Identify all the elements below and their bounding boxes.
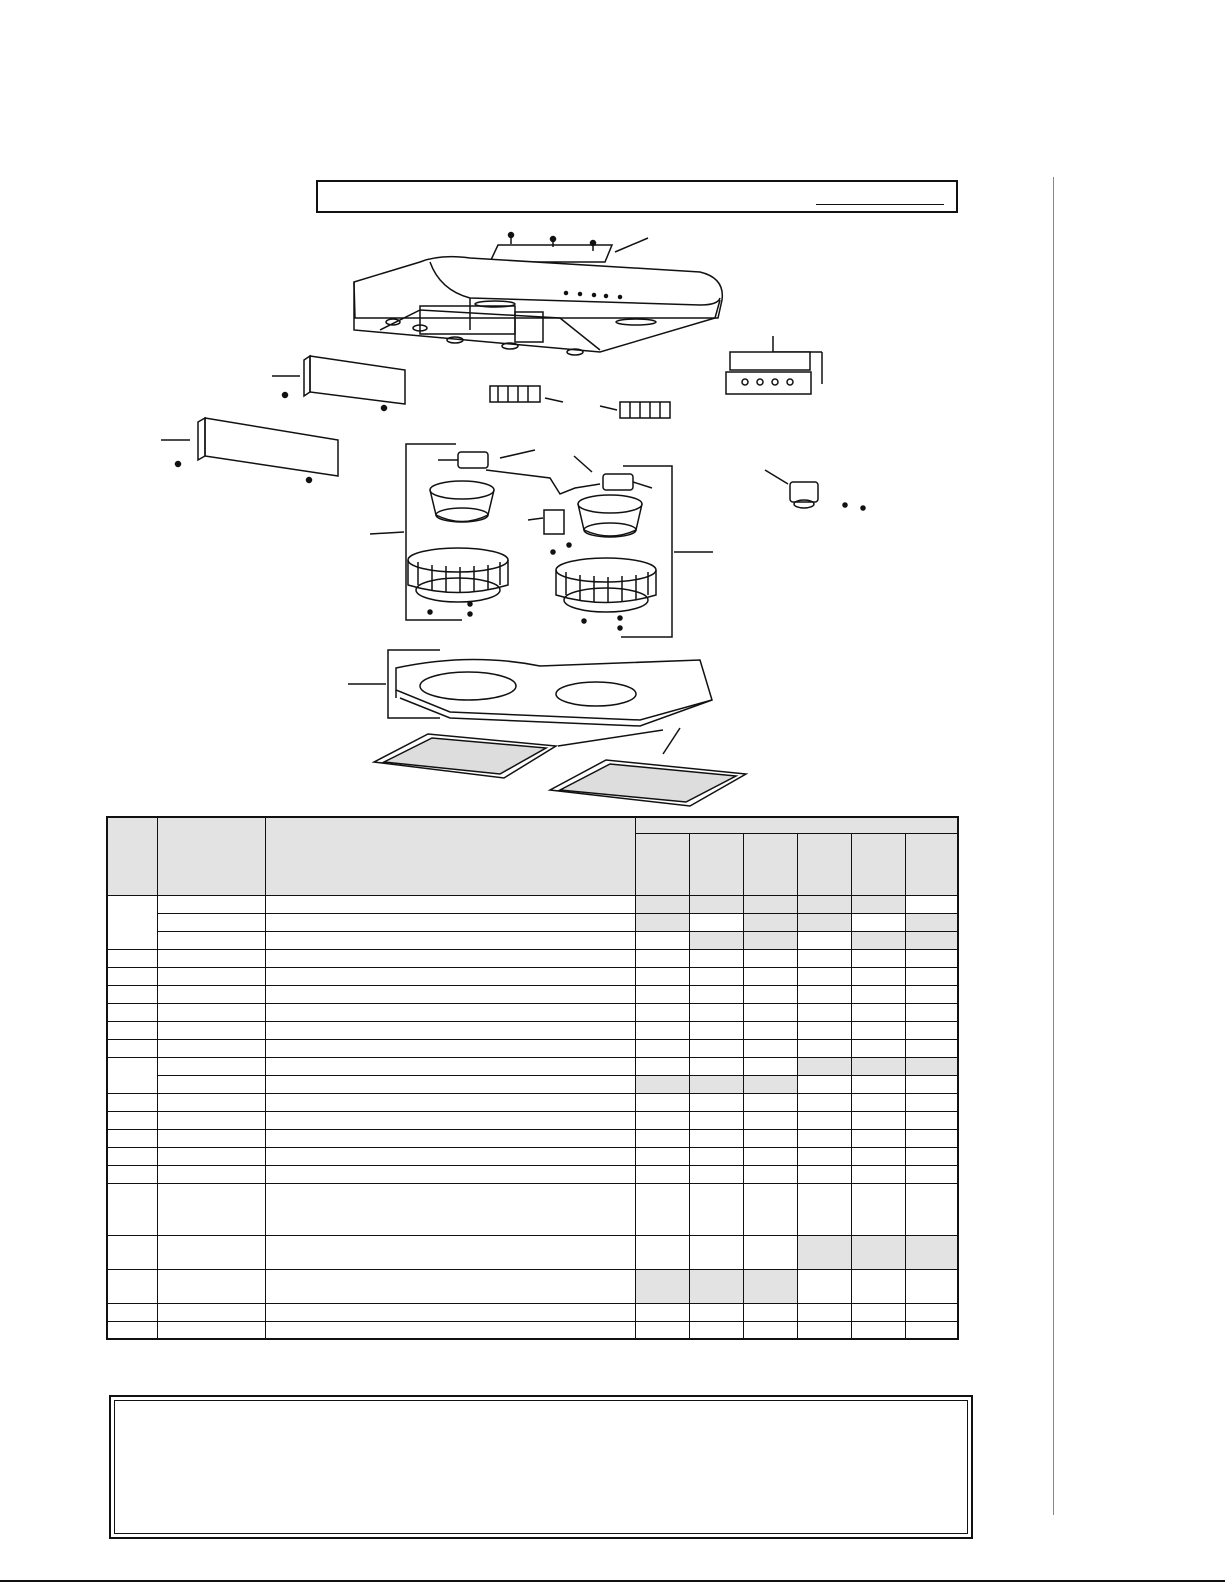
cell-model-availability [689, 1147, 743, 1165]
table-row [107, 1057, 958, 1075]
cell-model-availability [743, 1269, 797, 1303]
table-row [107, 895, 958, 913]
cell-model-availability [635, 1269, 689, 1303]
table-row [107, 1003, 958, 1021]
table-row [107, 967, 958, 985]
cell-model-availability [797, 895, 851, 913]
parts-table [106, 816, 959, 1340]
cell-model-availability [635, 1303, 689, 1321]
cell-description [265, 1147, 635, 1165]
cell-part-no [157, 1321, 265, 1339]
cell-model-availability [635, 967, 689, 985]
cell-ref-no [107, 1003, 157, 1021]
right-margin-rule [1053, 177, 1054, 1515]
cell-model-availability [851, 967, 905, 985]
cell-model-availability [797, 1021, 851, 1039]
cell-model-availability [851, 1183, 905, 1235]
cell-model-availability [743, 1093, 797, 1111]
cell-model-availability [797, 1003, 851, 1021]
cell-model-availability [635, 1165, 689, 1183]
cell-model-availability [851, 1235, 905, 1269]
cell-model-availability [851, 949, 905, 967]
cell-model-availability [797, 949, 851, 967]
cell-model-availability [905, 913, 958, 931]
junction-box [528, 510, 571, 554]
damper-right [600, 402, 670, 418]
cell-model-availability [689, 1165, 743, 1183]
cell-model-availability [905, 1321, 958, 1339]
header-part-no [157, 817, 265, 895]
cell-model-availability [797, 1129, 851, 1147]
cell-model-availability [851, 1093, 905, 1111]
cell-model-availability [851, 1075, 905, 1093]
cell-ref-no [107, 1269, 157, 1303]
note-box [109, 1395, 973, 1539]
left-group-bracket [406, 444, 462, 620]
bottom-panel [348, 650, 712, 726]
cell-model-availability [689, 967, 743, 985]
cell-ref-no [107, 1165, 157, 1183]
cell-model-availability [743, 1003, 797, 1021]
cell-part-no [157, 1269, 265, 1303]
cell-model-availability [689, 1183, 743, 1235]
cell-model-availability [797, 1093, 851, 1111]
cell-part-no [157, 1003, 265, 1021]
cell-model-availability [689, 1021, 743, 1039]
cell-model-availability [797, 1235, 851, 1269]
cell-part-no [157, 1111, 265, 1129]
cell-model-availability [797, 1111, 851, 1129]
cell-ref-no [107, 1235, 157, 1269]
cell-model-availability [743, 1057, 797, 1075]
cell-model-availability [635, 1039, 689, 1057]
cell-ref-no [107, 949, 157, 967]
cell-ref-no [107, 1183, 157, 1235]
cell-model-availability [689, 1093, 743, 1111]
table-row [107, 1235, 958, 1269]
cell-ref-no [107, 1129, 157, 1147]
cell-model-availability [797, 1321, 851, 1339]
cell-model-availability [851, 1269, 905, 1303]
cell-model-availability [689, 1129, 743, 1147]
motor-left [430, 481, 494, 522]
cell-model-availability [851, 1147, 905, 1165]
cell-model-availability [689, 895, 743, 913]
cell-model-availability [743, 895, 797, 913]
cell-model-availability [635, 1111, 689, 1129]
cell-model-availability [743, 1165, 797, 1183]
table-row [107, 1147, 958, 1165]
cell-model-availability [635, 1321, 689, 1339]
cell-model-availability [689, 1235, 743, 1269]
cell-description [265, 1235, 635, 1269]
cell-description [265, 895, 635, 913]
header-description [265, 817, 635, 895]
table-row [107, 1303, 958, 1321]
cell-model-availability [635, 949, 689, 967]
capacitor-right [574, 456, 652, 490]
table-row [107, 1183, 958, 1235]
top-plate [490, 233, 648, 263]
cell-model-availability [905, 895, 958, 913]
header-model-col [689, 833, 743, 895]
cell-model-availability [797, 1183, 851, 1235]
cell-part-no [157, 1235, 265, 1269]
cell-model-availability [905, 1129, 958, 1147]
cell-model-availability [905, 1093, 958, 1111]
cell-description [265, 1003, 635, 1021]
cell-model-availability [797, 1147, 851, 1165]
hood-body [354, 257, 722, 355]
cell-description [265, 1269, 635, 1303]
cell-description [265, 1111, 635, 1129]
right-group-bracket [621, 466, 672, 637]
cell-model-availability [851, 1321, 905, 1339]
cell-part-no [157, 895, 265, 913]
cell-part-no [157, 1183, 265, 1235]
cell-model-availability [905, 1303, 958, 1321]
cell-model-availability [905, 949, 958, 967]
cell-model-availability [743, 931, 797, 949]
cell-part-no [157, 967, 265, 985]
cell-model-availability [689, 1075, 743, 1093]
header-ref-no [107, 817, 157, 895]
cell-model-availability [797, 931, 851, 949]
cell-model-availability [689, 985, 743, 1003]
blower-right [556, 558, 656, 630]
cell-model-availability [635, 931, 689, 949]
header-model-col [797, 833, 851, 895]
cell-description [265, 1321, 635, 1339]
cell-model-availability [905, 1003, 958, 1021]
table-row [107, 1075, 958, 1093]
header-row-top [107, 817, 958, 833]
cell-model-availability [689, 1057, 743, 1075]
table-row [107, 1021, 958, 1039]
cell-model-availability [905, 1269, 958, 1303]
cell-model-availability [635, 1003, 689, 1021]
cell-model-availability [689, 1269, 743, 1303]
cell-model-availability [851, 895, 905, 913]
cell-description [265, 1075, 635, 1093]
cell-model-availability [851, 931, 905, 949]
cell-model-availability [689, 949, 743, 967]
cell-model-availability [905, 967, 958, 985]
blower-left [408, 548, 508, 616]
header-model-col [635, 833, 689, 895]
cell-model-availability [851, 1021, 905, 1039]
cell-part-no [157, 1147, 265, 1165]
cell-ref-no [107, 1039, 157, 1057]
cell-model-availability [743, 1303, 797, 1321]
control-board [726, 336, 822, 394]
cell-model-availability [689, 1003, 743, 1021]
header-model-col [743, 833, 797, 895]
cell-model-availability [635, 1129, 689, 1147]
cell-model-availability [797, 1303, 851, 1321]
cell-model-availability [689, 1303, 743, 1321]
cell-model-availability [797, 1165, 851, 1183]
cell-model-availability [635, 1147, 689, 1165]
cell-model-availability [689, 931, 743, 949]
cell-model-availability [797, 1057, 851, 1075]
motor-right [578, 495, 642, 537]
table-row [107, 949, 958, 967]
cell-model-availability [851, 985, 905, 1003]
cell-description [265, 1303, 635, 1321]
cell-model-availability [743, 1321, 797, 1339]
damper-left [490, 386, 563, 402]
cell-ref-no [107, 1147, 157, 1165]
cell-part-no [157, 985, 265, 1003]
cell-description [265, 931, 635, 949]
cell-ref-no [107, 1111, 157, 1129]
cell-model-availability [851, 1003, 905, 1021]
cell-model-availability [743, 1039, 797, 1057]
cell-ref-no [107, 895, 157, 949]
cell-model-availability [635, 1021, 689, 1039]
cell-model-availability [743, 967, 797, 985]
table-row [107, 1269, 958, 1303]
table-row [107, 1039, 958, 1057]
header-model-col [851, 833, 905, 895]
cell-ref-no [107, 1321, 157, 1339]
cell-model-availability [851, 1057, 905, 1075]
note-box-inner-border [114, 1400, 968, 1534]
duct-adapter-large [161, 418, 338, 483]
cell-model-availability [743, 949, 797, 967]
capacitor-left [438, 450, 535, 468]
cell-model-availability [797, 1039, 851, 1057]
cell-part-no [157, 931, 265, 949]
cell-model-availability [743, 913, 797, 931]
cell-model-availability [851, 1129, 905, 1147]
cell-part-no [157, 1039, 265, 1057]
cell-model-availability [743, 1183, 797, 1235]
cell-model-availability [635, 985, 689, 1003]
cell-model-availability [851, 1039, 905, 1057]
bottom-page-rule [0, 1580, 1225, 1582]
cell-model-availability [797, 1075, 851, 1093]
cell-model-availability [905, 1021, 958, 1039]
wiring [486, 470, 600, 494]
cell-part-no [157, 1165, 265, 1183]
cell-model-availability [905, 1039, 958, 1057]
cell-model-availability [743, 985, 797, 1003]
cell-model-availability [689, 913, 743, 931]
cell-model-availability [743, 1147, 797, 1165]
cell-description [265, 1165, 635, 1183]
cell-ref-no [107, 1303, 157, 1321]
cell-model-availability [905, 1165, 958, 1183]
cell-model-availability [905, 985, 958, 1003]
table-row [107, 985, 958, 1003]
cell-description [265, 1021, 635, 1039]
cell-model-availability [905, 1111, 958, 1129]
cell-model-availability [905, 1075, 958, 1093]
cell-model-availability [635, 895, 689, 913]
cell-model-availability [797, 1269, 851, 1303]
cell-model-availability [905, 1235, 958, 1269]
cell-model-availability [905, 931, 958, 949]
cell-description [265, 1183, 635, 1235]
cell-ref-no [107, 1021, 157, 1039]
cell-model-availability [797, 913, 851, 931]
cell-model-availability [635, 1235, 689, 1269]
cell-ref-no [107, 1093, 157, 1111]
cell-model-availability [797, 967, 851, 985]
cell-part-no [157, 913, 265, 931]
cell-model-availability [743, 1075, 797, 1093]
light-socket [765, 470, 865, 510]
cell-model-availability [635, 1075, 689, 1093]
cell-part-no [157, 949, 265, 967]
cell-model-availability [851, 1165, 905, 1183]
grease-filter-right [550, 728, 746, 806]
cell-description [265, 985, 635, 1003]
cell-model-availability [851, 1111, 905, 1129]
table-row [107, 913, 958, 931]
table-body [107, 817, 958, 1339]
cell-model-availability [635, 913, 689, 931]
cell-model-availability [635, 1057, 689, 1075]
table-row [107, 1093, 958, 1111]
table-row [107, 931, 958, 949]
cell-description [265, 1093, 635, 1111]
header-model-col [905, 833, 958, 895]
table-row [107, 1165, 958, 1183]
cell-model-availability [635, 1093, 689, 1111]
cell-ref-no [107, 967, 157, 985]
header-models-group [635, 817, 958, 833]
cell-model-availability [905, 1057, 958, 1075]
cell-part-no [157, 1129, 265, 1147]
cell-description [265, 1039, 635, 1057]
cell-model-availability [905, 1147, 958, 1165]
cell-description [265, 967, 635, 985]
cell-part-no [157, 1093, 265, 1111]
cell-part-no [157, 1021, 265, 1039]
cell-model-availability [689, 1039, 743, 1057]
table-row [107, 1129, 958, 1147]
cell-description [265, 1057, 635, 1075]
table-row [107, 1321, 958, 1339]
cell-description [265, 949, 635, 967]
cell-part-no [157, 1303, 265, 1321]
cell-model-availability [905, 1183, 958, 1235]
cell-model-availability [689, 1111, 743, 1129]
table-row [107, 1111, 958, 1129]
duct-adapter-small [272, 356, 405, 411]
cell-model-availability [635, 1183, 689, 1235]
cell-ref-no [107, 1057, 157, 1093]
cell-part-no [157, 1075, 265, 1093]
cell-model-availability [689, 1321, 743, 1339]
cell-description [265, 1129, 635, 1147]
cell-model-availability [797, 985, 851, 1003]
cell-model-availability [743, 1111, 797, 1129]
cell-model-availability [743, 1021, 797, 1039]
cell-model-availability [851, 1303, 905, 1321]
cell-model-availability [743, 1129, 797, 1147]
cell-model-availability [851, 913, 905, 931]
cell-part-no [157, 1057, 265, 1075]
cell-ref-no [107, 985, 157, 1003]
cell-description [265, 913, 635, 931]
cell-model-availability [743, 1235, 797, 1269]
